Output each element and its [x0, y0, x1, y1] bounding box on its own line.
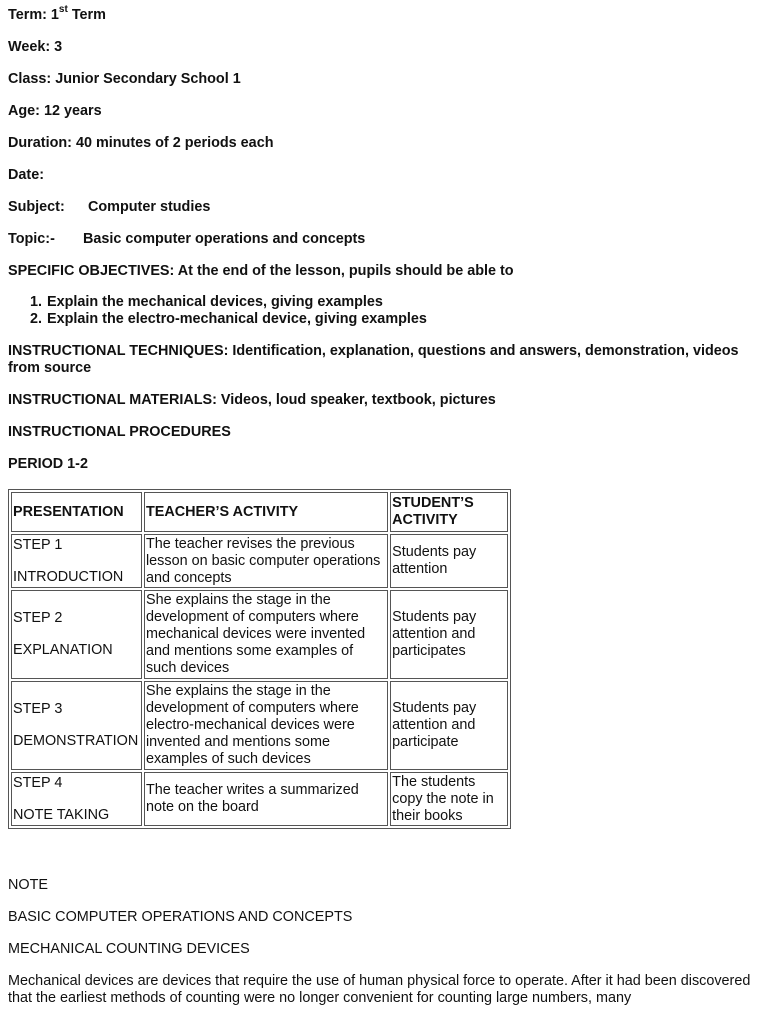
- presentation-cell: [11, 772, 142, 826]
- note-subtitle: MECHANICAL COUNTING DEVICES: [8, 941, 250, 957]
- subject-label: Subject:: [8, 199, 65, 215]
- note-paragraph: Mechanical devices are devices that require the use of human physical force to operate. After it had been discovered that the earliest methods of counting were no longer convenient for counting large numbers, many: [8, 973, 751, 1006]
- teacher-activity-cell: The teacher writes a summarized note on the board: [144, 772, 388, 826]
- note-section: [8, 877, 768, 1007]
- age-line: Age: 12 years: [8, 103, 102, 119]
- header-student-activity: STUDENT’S ACTIVITY: [390, 492, 508, 532]
- teacher-activity-cell: She explains the stage in the development of computers where electro-mechanical devices were invented and mentions some examples of such devices: [144, 681, 388, 770]
- objective-item: 1. Explain the mechanical devices, giving examples: [46, 294, 768, 311]
- student-activity-cell: Students pay attention: [390, 534, 508, 588]
- date-line: Date:: [8, 167, 44, 183]
- student-activity-cell: Students pay attention and participate: [390, 681, 508, 770]
- topic-line: [8, 231, 768, 248]
- stage-label: DEMONSTRATION: [13, 733, 139, 749]
- topic-label: Topic:-: [8, 231, 55, 247]
- header-teacher-activity: TEACHER’S ACTIVITY: [144, 492, 388, 532]
- term-label: Term: 1: [8, 7, 59, 23]
- note-label: NOTE: [8, 877, 48, 893]
- term-superscript: st: [58, 4, 68, 16]
- step-label: STEP 4: [13, 774, 63, 791]
- step-label: STEP 2: [13, 610, 63, 626]
- term-line: [8, 0, 768, 24]
- table-row: [11, 534, 508, 588]
- table-row: [11, 681, 508, 770]
- week-line: Week: 3: [8, 39, 63, 55]
- objective-item: 2. Explain the electro-mechanical device, giving examples: [46, 311, 768, 328]
- presentation-cell: [11, 681, 142, 770]
- subject-value: Computer studies: [88, 199, 211, 215]
- topic-value: Basic computer operations and concepts: [83, 231, 366, 247]
- header-presentation: PRESENTATION: [11, 492, 142, 532]
- student-activity-cell: The students copy the note in their books: [390, 772, 508, 826]
- subject-line: [8, 199, 768, 216]
- stage-label: INTRODUCTION: [13, 568, 124, 585]
- objectives-heading: SPECIFIC OBJECTIVES: At the end of the lesson, pupils should be able to: [8, 263, 514, 279]
- presentation-cell: [11, 534, 142, 588]
- student-activity-cell: Students pay attention and participates: [390, 590, 508, 679]
- table-row: [11, 590, 508, 679]
- table-header-row: [11, 492, 508, 532]
- teacher-activity-cell: The teacher revises the previous lesson on basic computer operations and concepts: [144, 534, 388, 588]
- objectives-list: [8, 294, 768, 328]
- period-heading: PERIOD 1-2: [8, 456, 88, 472]
- presentation-cell: [11, 590, 142, 679]
- stage-label: NOTE TAKING: [13, 806, 110, 823]
- step-label: STEP 1: [13, 536, 63, 553]
- techniques-line: INSTRUCTIONAL TECHNIQUES: Identification, explanation, questions and answers, demonstration, videos from source: [8, 343, 739, 376]
- class-line: Class: Junior Secondary School 1: [8, 71, 241, 87]
- teacher-activity-cell: She explains the stage in the development of computers where mechanical devices were invented and mentions some examples of such devices: [144, 590, 388, 679]
- note-title: BASIC COMPUTER OPERATIONS AND CONCEPTS: [8, 909, 353, 925]
- table-row: [11, 772, 508, 826]
- procedures-heading: INSTRUCTIONAL PROCEDURES: [8, 424, 231, 440]
- lesson-plan-table: [8, 489, 511, 829]
- stage-label: EXPLANATION: [13, 642, 113, 658]
- duration-line: Duration: 40 minutes of 2 periods each: [8, 135, 274, 151]
- materials-line: INSTRUCTIONAL MATERIALS: Videos, loud speaker, textbook, pictures: [8, 392, 496, 408]
- term-suffix: Term: [67, 7, 106, 23]
- step-label: STEP 3: [13, 701, 63, 717]
